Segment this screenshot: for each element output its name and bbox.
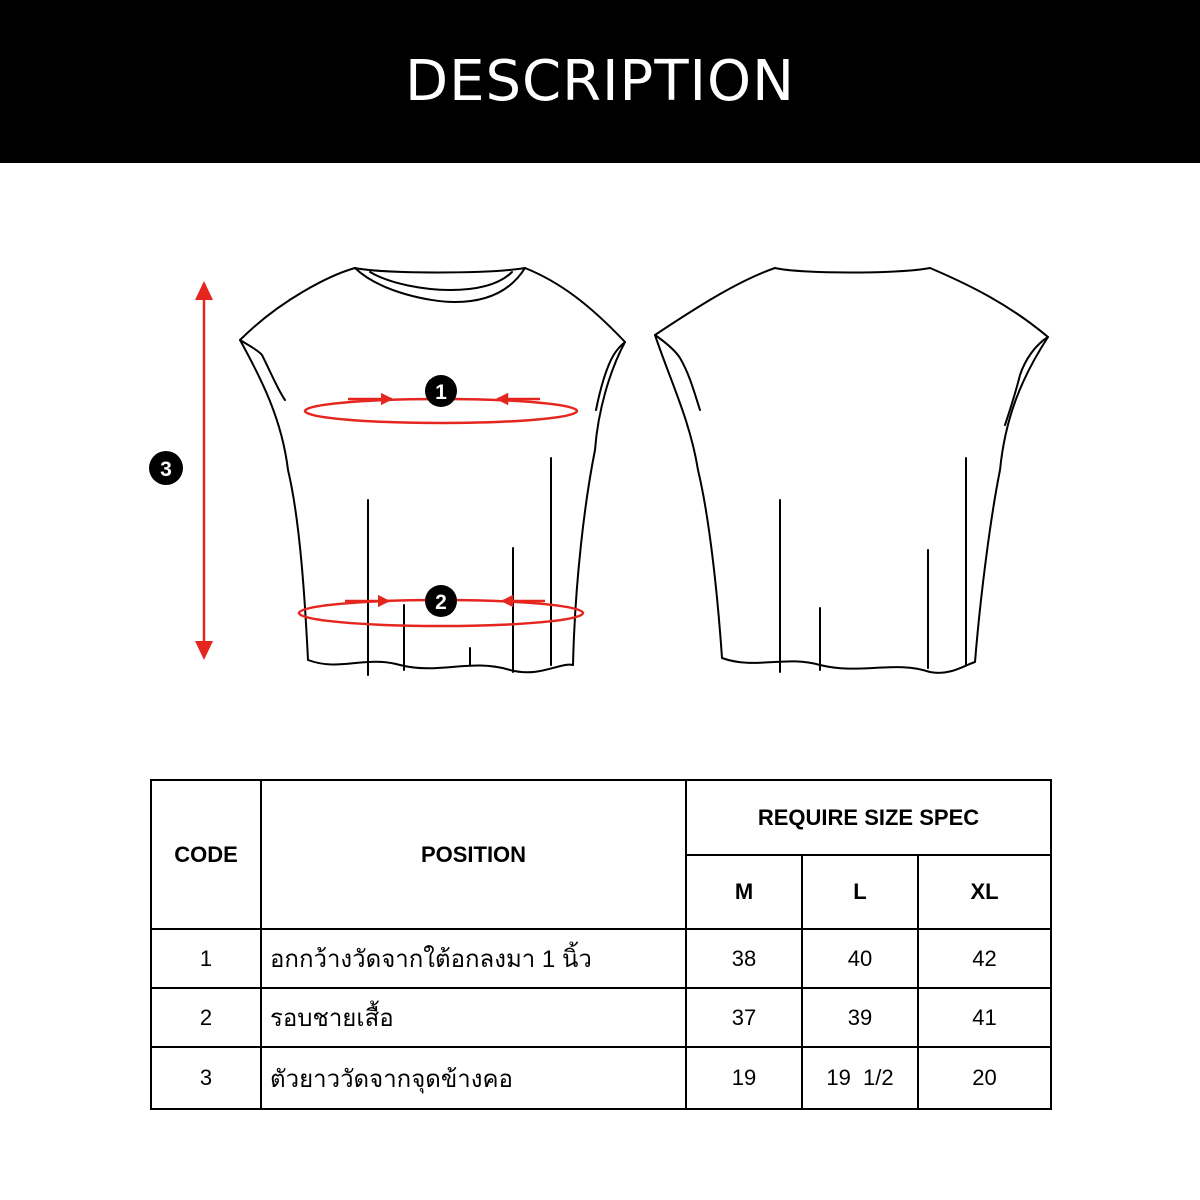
size-spec-table	[150, 779, 1052, 1110]
row-size-m: 37	[686, 988, 802, 1047]
row-position: อกกว้างวัดจากใต้อกลงมา 1 นิ้ว	[261, 929, 686, 988]
row-code: 3	[151, 1047, 261, 1109]
row-code: 2	[151, 988, 261, 1047]
row-size-l: 40	[802, 929, 918, 988]
table-header-row	[151, 780, 1051, 855]
row-size-m: 38	[686, 929, 802, 988]
svg-text:1: 1	[435, 381, 447, 404]
code-header: CODE	[151, 780, 261, 929]
row-size-xl: 20	[918, 1047, 1051, 1109]
length-measure	[195, 281, 213, 660]
row-size-xl: 42	[918, 929, 1051, 988]
marker-2	[425, 585, 457, 617]
position-header: POSITION	[261, 780, 686, 929]
svg-text:2: 2	[435, 591, 447, 614]
garment-illustration	[0, 163, 1200, 763]
size-m-header: M	[686, 855, 802, 929]
row-position: ตัวยาววัดจากจุดข้างคอ	[261, 1047, 686, 1109]
row-size-xl: 41	[918, 988, 1051, 1047]
page-title: DESCRIPTION	[404, 49, 796, 114]
row-code: 1	[151, 929, 261, 988]
svg-text:3: 3	[160, 458, 172, 481]
table-row	[151, 929, 1051, 988]
spec-header: REQUIRE SIZE SPEC	[686, 780, 1051, 855]
table-row	[151, 988, 1051, 1047]
size-xl-header: XL	[918, 855, 1051, 929]
header-bar	[0, 0, 1200, 163]
marker-3	[149, 451, 183, 485]
row-size-m: 19	[686, 1047, 802, 1109]
back-shirt-outline	[655, 268, 1048, 673]
table-row	[151, 1047, 1051, 1109]
row-size-l: 39	[802, 988, 918, 1047]
row-size-l: 19 1/2	[802, 1047, 918, 1109]
row-position: รอบชายเสื้อ	[261, 988, 686, 1047]
marker-1	[425, 375, 457, 407]
size-l-header: L	[802, 855, 918, 929]
